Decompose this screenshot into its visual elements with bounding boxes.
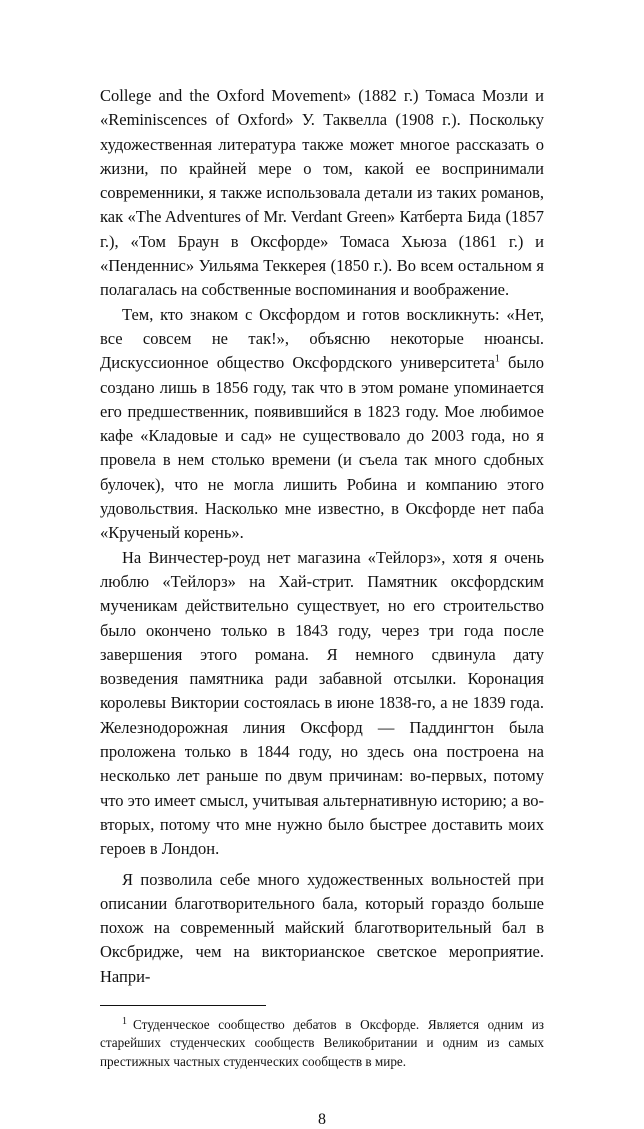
page-number: 8 (318, 1111, 326, 1129)
paragraph-2-text-after-ref: было создано лишь в 1856 году, так что в этом романе упоминается его предшественник, появившийся в 1823 году. Мое любимое кафе «Кладовые и сад» не существовало до 2003 года, но я провела в нем столько времени (и съела так много сдобных булочек), что не могла лишить Робина и компанию этого удовольствия. Насколько мне известно, в Оксфорде нет паба «Крученый корень». (100, 353, 544, 543)
footnote-text: Студенческое сообщество дебатов в Оксфорде. Является одним из старейших студенческих сообществ Великобритании и одним из самых престижных частных студенческих сообществ в мире. (100, 1016, 544, 1069)
paragraph-2-text-before-ref: Тем, кто знаком с Оксфордом и готов воскликнуть: «Нет, все совсем не так!», объясню некоторые нюансы. Дискуссионное общество Оксфордского университета (100, 304, 544, 373)
footnote-divider (100, 1005, 266, 1006)
paragraph-1: College and the Oxford Movement» (1882 г.) Томаса Мозли и «Reminiscences of Oxford» У. Таквелла (1908 г.). Поскольку художественная литература также может многое рассказать о жизни, по крайней мере о том, какой ее воспринимали современники, я также использовала детали из таких романов, как «The Adventures of Mr. Verdant Green» Катберта Бида (1857 г.), «Том Браун в Оксфорде» Томаса Хьюза (1861 г.) и «Пенденнис» Уильяма Теккерея (1850 г.). Во всем остальном я полагалась на собственные воспоминания и воображение. (100, 86, 544, 300)
footnote-reference: 1 (494, 353, 500, 365)
paragraph-2 (100, 303, 544, 546)
footnote (100, 1016, 544, 1072)
paragraph-4: Я позволила себе много художественных вольностей при описании благотворительного бала, который гораздо больше похож на современный майский благотворительный бал в Оксбридже, чем на викторианское светское мероприятие. Напри- (100, 869, 544, 986)
footnote-number: 1 (122, 1015, 127, 1027)
book-page (100, 84, 544, 1129)
main-text (100, 84, 544, 989)
paragraph-3: На Винчестер-роуд нет магазина «Тейлорз», хотя я очень люблю «Тейлорз» на Хай-стрит. Памятник оксфордским мученикам действительно существует, но его строительство было окончено только в 1843 году, через три года после завершения этого романа. Я немного сдвинула дату возведения памятника ради забавной отсылки. Коронация королевы Виктории состоялась в июне 1838-го, а не 1839 года. Железнодорожная линия Оксфорд — Паддингтон была проложена только в 1844 году, но здесь она построена на несколько лет раньше по двум причинам: во-первых, потому что это имеет смысл, учитывая альтернативную историю; а во-вторых, потому что мне нужно было быстрее доставить моих героев в Лондон. (100, 547, 544, 859)
